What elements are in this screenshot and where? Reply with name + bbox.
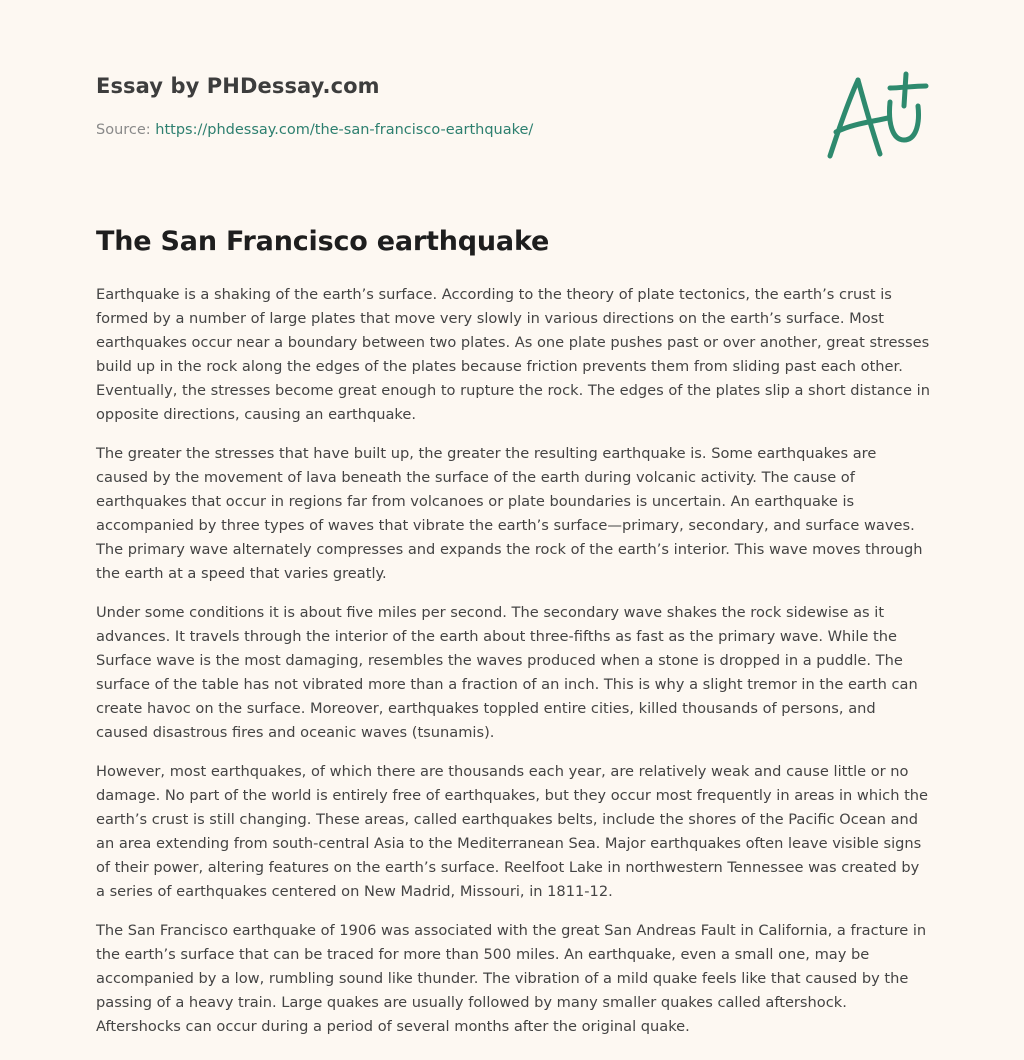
article-paragraph: The San Francisco earthquake of 1906 was associated with the great San Andreas Fault in California, a fracture in the earth’s surface that can be traced for more than 500 miles. An earthquake, even a small one, may be accompanied by a low, rumbling sound like thunder. The vibration of a mild quake feels like that caused by the passing of a heavy train. Large quakes are usually followed by many smaller quakes called aftershock. Aftershocks can occur during a period of several months after the original quake. bbox=[96, 922, 927, 1035]
article-paragraph: Under some conditions it is about five miles per second. The secondary wave shakes the rock sidewise as it advances. It travels through the interior of the earth about three-fifths as fast as the primary wave. While the Surface wave is the most damaging, resembles the waves produced when a stone is dropped in a puddle. The surface of the table has not vibrated more than a fraction of an inch. This is why a slight tremor in the earth can create havoc on the surface. Moreover, earthquakes toppled entire cities, killed thousands of persons, and caused disastrous fires and oceanic waves (tsunamis). bbox=[96, 604, 918, 741]
article-paragraph: Earthquake is a shaking of the earth’s surface. According to the theory of plate tectonics, the earth’s crust is formed by a number of large plates that move very slowly in various directions on the earth’s surface. Most earthquakes occur near a boundary between two plates. As one plate pushes past or over another, great stresses build up in the rock along the edges of the plates because friction prevents them from sliding past each other. Eventually, the stresses become great enough to rupture the rock. The edges of the plates slip a short distance in opposite directions, causing an earthquake. bbox=[96, 286, 930, 423]
page-header bbox=[96, 74, 796, 138]
source-line bbox=[96, 122, 796, 138]
article-paragraph: The greater the stresses that have built up, the greater the resulting earthquake is. Some earthquakes are caused by the movement of lava beneath the surface of the earth during volcanic activity. The cause of earthquakes that occur in regions far from volcanoes or plate boundaries is uncertain. An earthquake is accompanied by three types of waves that vibrate the earth’s surface—primary, secondary, and surface waves. The primary wave alternately compresses and expands the rock of the earth’s interior. This wave moves through the earth at a speed that varies greatly. bbox=[96, 445, 923, 582]
source-label: Source: bbox=[96, 122, 151, 138]
article-paragraph: However, most earthquakes, of which there are thousands each year, are relatively weak and cause little or no damage. No part of the world is entirely free of earthquakes, but they occur most frequently in areas in which the earth’s crust is still changing. These areas, called earthquakes belts, include the shores of the Pacific Ocean and an area extending from south-central Asia to the Mediterranean Sea. Major earthquakes often leave visible signs of their power, altering features on the earth’s surface. Reelfoot Lake in northwestern Tennessee was created by a series of earthquakes centered on New Madrid, Missouri, in 1811-12. bbox=[96, 763, 929, 900]
source-link[interactable]: https://phdessay.com/the-san-francisco-earthquake/ bbox=[155, 122, 534, 138]
article bbox=[96, 226, 932, 1054]
a-plus-grade-icon bbox=[822, 66, 932, 166]
article-title: The San Francisco earthquake bbox=[96, 226, 550, 257]
brand-title: Essay by PHDessay.com bbox=[96, 74, 380, 98]
